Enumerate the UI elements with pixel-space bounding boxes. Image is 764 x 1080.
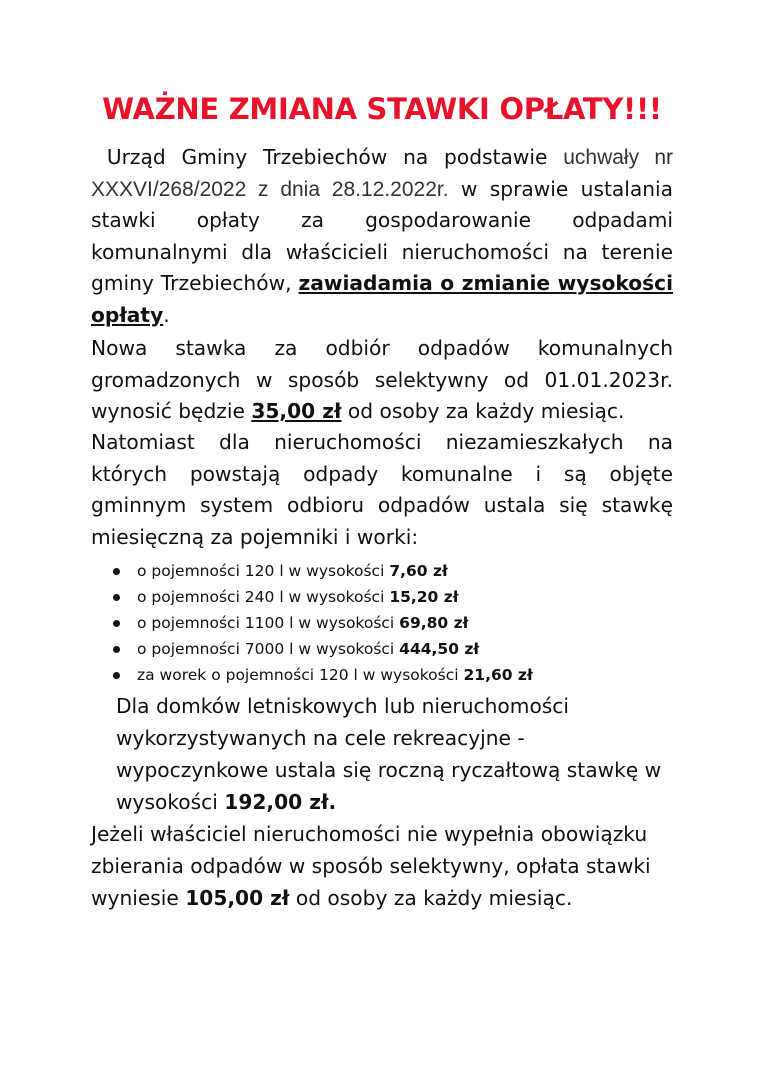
list-item bbox=[111, 610, 651, 636]
rate-label: o pojemności 120 l w wysokości bbox=[137, 562, 390, 580]
rate-amount: 7,60 zł bbox=[389, 562, 448, 580]
resolution-reference: uchwały nr XXXVI/268/2022 z dnia 28.12.2022r. bbox=[91, 146, 673, 201]
new-rate-text-end: od osoby za każdy miesiąc. bbox=[341, 399, 625, 423]
list-item bbox=[111, 558, 651, 584]
list-item bbox=[111, 636, 651, 662]
intro-text-continued: w sprawie ustalania stawki opłaty za gospodarowanie odpadami komunalnymi dla właścicieli nieruchomości na terenie gminy Trzebiechów, bbox=[91, 176, 674, 295]
new-rate-text: Nowa stawka za odbiór odpadów komunalnych gromadzonych w sposób selektywny od 01.01.2023r. wynosić będzie bbox=[91, 336, 673, 423]
page-title: WAŻNE ZMIANA STAWKI OPŁATY!!! bbox=[102, 92, 662, 126]
bullet-icon bbox=[113, 568, 120, 575]
rate-label: za worek o pojemności 120 l w wysokości bbox=[137, 666, 464, 684]
rate-label: o pojemności 7000 l w wysokości bbox=[137, 640, 400, 658]
penalty-text: Jeżeli właściciel nieruchomości nie wypełnia obowiązku zbierania odpadów w sposób selektywny, opłata stawki wyniesie bbox=[91, 822, 651, 910]
summer-houses-paragraph bbox=[116, 690, 676, 818]
rate-amount: 15,20 zł bbox=[389, 588, 459, 606]
bullet-icon bbox=[113, 620, 120, 627]
intro-paragraph bbox=[91, 142, 673, 331]
rate-amount: 444,50 zł bbox=[399, 640, 480, 658]
change-notice: zawiadamia o zmianie wysokości opłaty bbox=[91, 271, 673, 327]
bullet-icon bbox=[113, 594, 120, 601]
rate-label: o pojemności 1100 l w wysokości bbox=[137, 614, 400, 632]
list-item bbox=[111, 584, 651, 610]
container-rates-list bbox=[111, 558, 651, 688]
rate-amount: 21,60 zł bbox=[463, 666, 533, 684]
new-rate-paragraph bbox=[91, 333, 673, 428]
bullet-icon bbox=[113, 646, 120, 653]
intro-text: Urząd Gminy Trzebiechów na podstawie bbox=[106, 145, 564, 169]
penalty-paragraph bbox=[91, 818, 681, 914]
rate-label: o pojemności 240 l w wysokości bbox=[137, 588, 390, 606]
summer-houses-amount: 192,00 zł. bbox=[224, 790, 337, 814]
new-rate-amount: 35,00 zł bbox=[251, 399, 342, 423]
penalty-text-end: od osoby za każdy miesiąc. bbox=[289, 886, 573, 910]
penalty-amount: 105,00 zł bbox=[185, 886, 290, 910]
intro-end: . bbox=[163, 302, 170, 327]
summer-houses-text: Dla domków letniskowych lub nieruchomości wykorzystywanych na cele rekreacyjne - wypoczynkowe ustala się roczną ryczałtową stawkę w wysokości bbox=[116, 694, 662, 814]
bullet-icon bbox=[113, 672, 120, 679]
rate-amount: 69,80 zł bbox=[399, 614, 469, 632]
list-item bbox=[111, 662, 651, 688]
non-residential-paragraph: Natomiast dla nieruchomości niezamieszkałych na których powstają odpady komunalne i są objęte gminnym system odbioru odpadów ustala się stawkę miesięczną za pojemniki i worki: bbox=[91, 430, 673, 549]
